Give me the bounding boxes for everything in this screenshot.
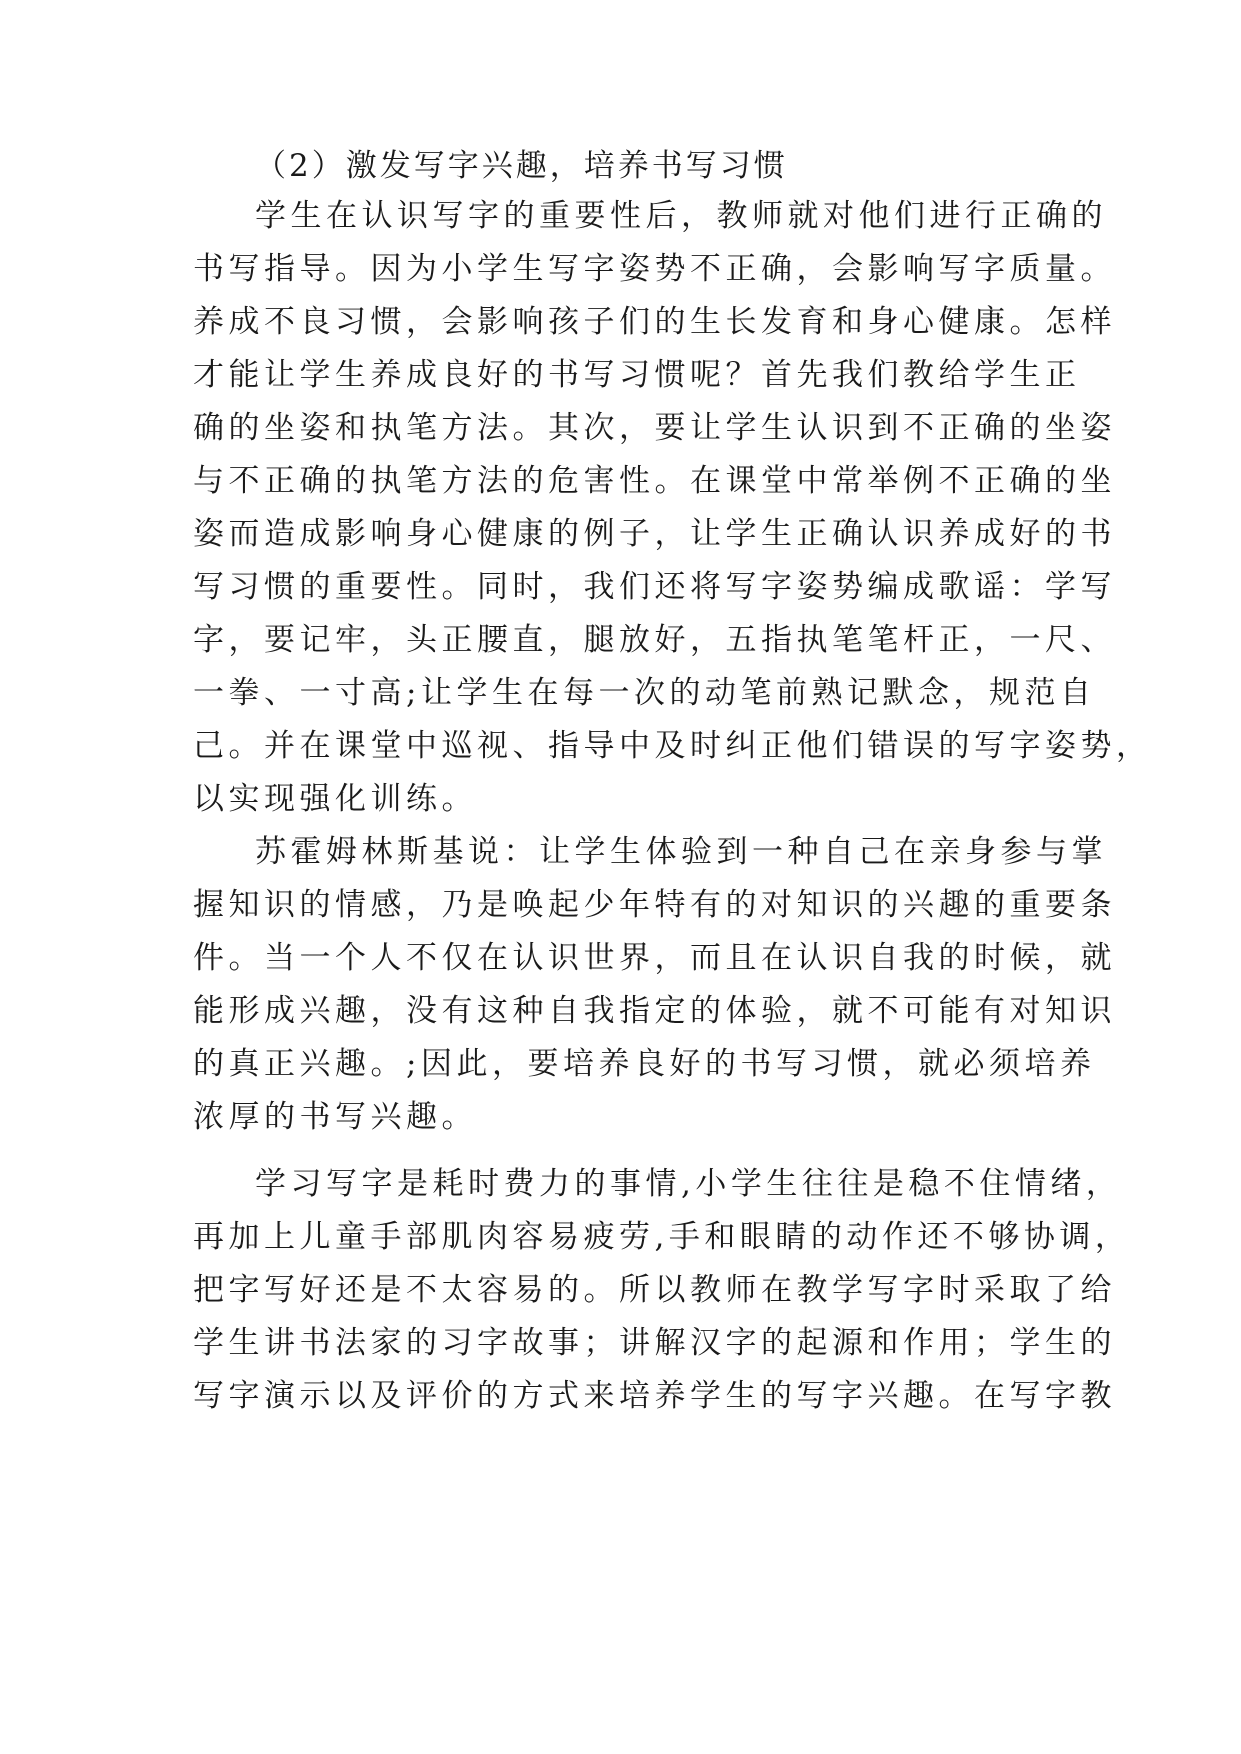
paragraph-1-line-7: 姿而造成影响身心健康的例子，让学生正确认识养成好的书 (193, 516, 1116, 552)
paragraph-1-line-3: 养成不良习惯，会影响孩子们的生长发育和身心健康。怎样 (193, 304, 1116, 340)
paragraph-2-line-3: 件。当一个人不仅在认识世界，而且在认识自我的时候，就 (193, 940, 1116, 976)
paragraph-3-line-3: 把字写好还是不太容易的。所以教师在教学写字时采取了给 (193, 1272, 1116, 1308)
paragraph-2-line-4: 能形成兴趣，没有这种自我指定的体验，就不可能有对知识 (193, 993, 1116, 1029)
paragraph-1-line-2: 书写指导。因为小学生写字姿势不正确，会影响写字质量。 (193, 251, 1116, 287)
paragraph-1-line-1: 学生在认识写字的重要性后，教师就对他们进行正确的 (255, 198, 1107, 234)
paragraph-3-line-1: 学习写字是耗时费力的事情,小学生往往是稳不住情绪， (255, 1166, 1122, 1202)
paragraph-3-line-5: 写字演示以及评价的方式来培养学生的写字兴趣。在写字教 (193, 1378, 1116, 1414)
paragraph-2-line-6: 浓厚的书写兴趣。 (193, 1099, 477, 1135)
section-heading: （2）激发写字兴趣，培养书写习惯 (255, 148, 788, 184)
paragraph-2-line-5: 的真正兴趣。;因此，要培养良好的书写习惯，就必须培养 (193, 1046, 1096, 1082)
paragraph-1-line-11: 己。并在课堂中巡视、指导中及时纠正他们错误的写字姿势， (193, 728, 1152, 764)
paragraph-2-line-1: 苏霍姆林斯基说：让学生体验到一种自己在亲身参与掌 (255, 834, 1107, 870)
paragraph-1-line-6: 与不正确的执笔方法的危害性。在课堂中常举例不正确的坐 (193, 463, 1116, 499)
paragraph-1-line-8: 写习惯的重要性。同时，我们还将写字姿势编成歌谣：学写 (193, 569, 1116, 605)
paragraph-2-line-2: 握知识的情感，乃是唤起少年特有的对知识的兴趣的重要条 (193, 887, 1116, 923)
paragraph-3-line-4: 学生讲书法家的习字故事；讲解汉字的起源和作用；学生的 (193, 1325, 1116, 1361)
paragraph-3-line-2: 再加上儿童手部肌肉容易疲劳,手和眼睛的动作还不够协调， (193, 1219, 1131, 1255)
paragraph-1-line-12: 以实现强化训练。 (193, 781, 477, 817)
paragraph-1-line-5: 确的坐姿和执笔方法。其次，要让学生认识到不正确的坐姿 (193, 410, 1116, 446)
paragraph-1-line-10: 一拳、一寸高;让学生在每一次的动笔前熟记默念，规范自 (193, 675, 1096, 711)
paragraph-1-line-4: 才能让学生养成良好的书写习惯呢？首先我们教给学生正 (193, 357, 1081, 393)
paragraph-1-line-9: 字，要记牢，头正腰直，腿放好，五指执笔笔杆正，一尺、 (193, 622, 1116, 658)
